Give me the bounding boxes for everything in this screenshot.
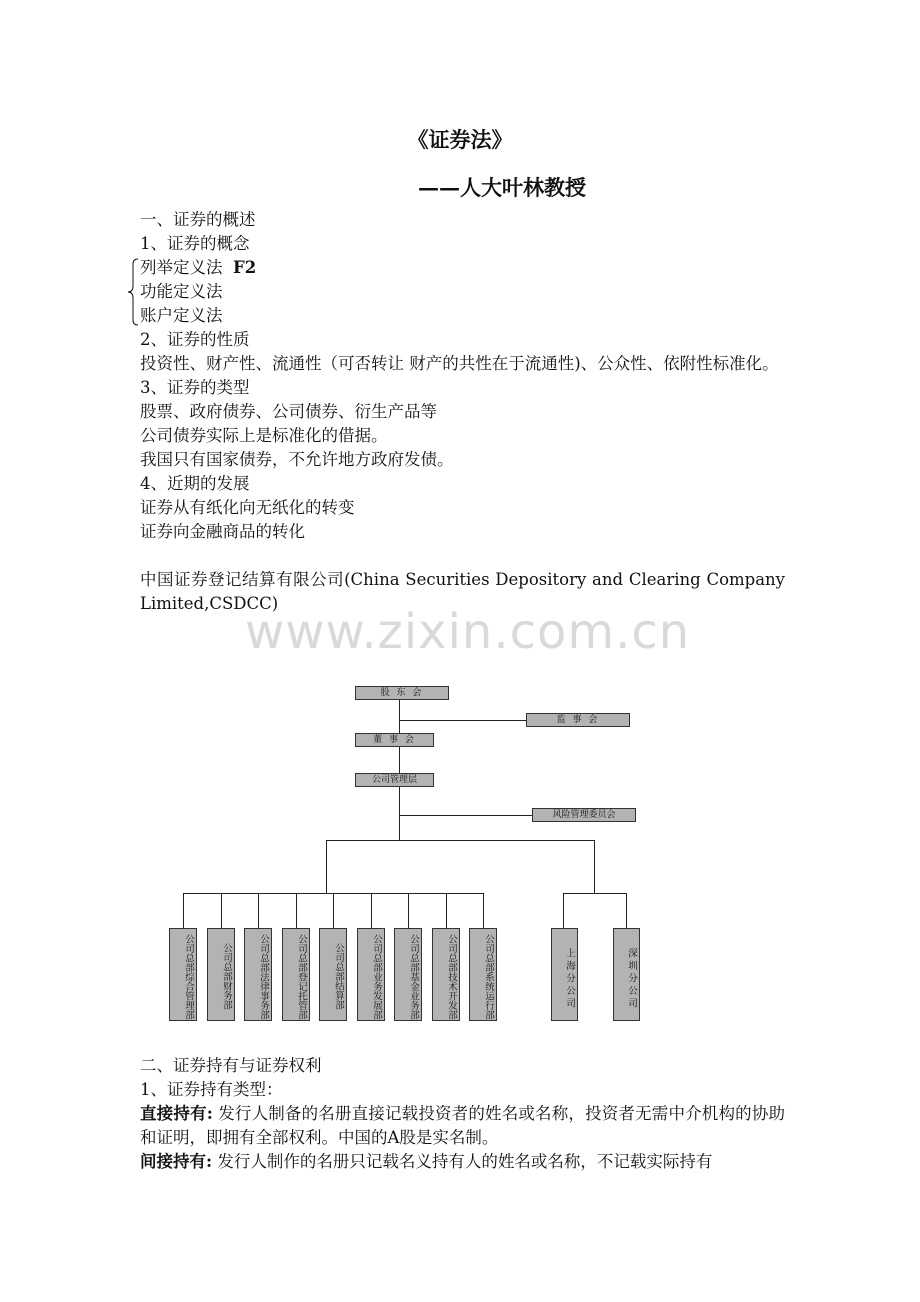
document-title: 《证券法》 <box>407 127 513 152</box>
concept-heading: 1、证券的概念 <box>140 234 250 253</box>
management-box: 公司管理层 <box>355 773 434 787</box>
definition-tag: F2 <box>233 258 257 277</box>
types-line: 公司债券实际上是标准化的借据。 <box>140 426 388 445</box>
board-box: 董 事 会 <box>355 733 434 747</box>
department-box: 公司总部财务部 <box>207 928 235 1021</box>
types-line: 我国只有国家债券，不允许地方政府发债。 <box>140 450 454 469</box>
connector-line <box>563 893 626 894</box>
shareholders-box: 股 东 会 <box>355 686 449 700</box>
direct-holding-paragraph <box>140 1102 785 1150</box>
department-box: 公司总部结算部 <box>319 928 347 1021</box>
supervisors-box: 监 事 会 <box>526 713 630 727</box>
risk-committee-box: 风险管理委员会 <box>532 808 636 822</box>
connector-line <box>399 747 400 773</box>
connector-line <box>326 840 595 841</box>
connector-line <box>594 840 595 893</box>
branch-box: 深圳分公司 <box>613 928 640 1021</box>
nature-heading: 2、证券的性质 <box>140 330 250 349</box>
definition-item <box>140 256 785 280</box>
definition-item: 账户定义法 <box>140 306 223 325</box>
section-2 <box>140 1054 785 1174</box>
section-2-heading: 二、证券持有与证券权利 <box>140 1056 322 1075</box>
development-line: 证券向金融商品的转化 <box>140 522 305 541</box>
branch-box: 上海分公司 <box>551 928 578 1021</box>
department-box: 公司总部基金业务部 <box>394 928 422 1021</box>
brace-icon <box>127 258 139 326</box>
types-heading: 3、证券的类型 <box>140 378 250 397</box>
definition-item: 功能定义法 <box>140 282 223 301</box>
indirect-holding-text: 发行人制作的名册只记载名义持有人的姓名或名称，不记载实际持有 <box>217 1152 713 1171</box>
connector-line <box>399 787 400 840</box>
direct-holding-label: 直接持有: <box>140 1104 213 1123</box>
connector-line <box>399 720 526 721</box>
development-heading: 4、近期的发展 <box>140 474 250 493</box>
department-box: 公司总部业务发展部 <box>357 928 385 1021</box>
types-line: 股票、政府债券、公司债券、衍生产品等 <box>140 402 437 421</box>
definition-label: 列举定义法 <box>140 258 223 277</box>
connector-line <box>399 700 400 733</box>
watermark: www.zixin.com.cn <box>245 604 691 660</box>
department-box: 公司总部综合管理部 <box>169 928 197 1021</box>
connector-line <box>326 840 327 893</box>
section-1-heading: 一、证券的概述 <box>140 210 256 229</box>
department-box: 公司总部技术开发部 <box>432 928 460 1021</box>
indirect-holding-paragraph <box>140 1150 785 1174</box>
department-box: 公司总部法律事务部 <box>244 928 272 1021</box>
nature-text: 投资性、财产性、流通性（可否转让 财产的共性在于流通性)、公众性、依附性标准化。 <box>140 354 779 373</box>
department-box: 公司总部登记托管部 <box>282 928 310 1021</box>
direct-holding-text: 发行人制备的名册直接记载投资者的姓名或名称，投资者无需中介机构的协助和证明，即拥有全部权利。中国的A股是实名制。 <box>140 1104 785 1147</box>
development-line: 证券从有纸化向无纸化的转变 <box>140 498 355 517</box>
holding-types-heading: 1、证券持有类型： <box>140 1080 283 1099</box>
document-subtitle: ——人大叶林教授 <box>418 175 586 200</box>
section-1 <box>140 208 785 616</box>
csdcc-text: 中国证券登记结算有限公司(China Securities Depository and Clearing Company Limited,CSDCC) <box>140 570 785 613</box>
department-box: 公司总部系统运行部 <box>469 928 497 1021</box>
indirect-holding-label: 间接持有: <box>140 1152 213 1171</box>
connector-line <box>399 815 532 816</box>
definition-list <box>140 256 785 328</box>
